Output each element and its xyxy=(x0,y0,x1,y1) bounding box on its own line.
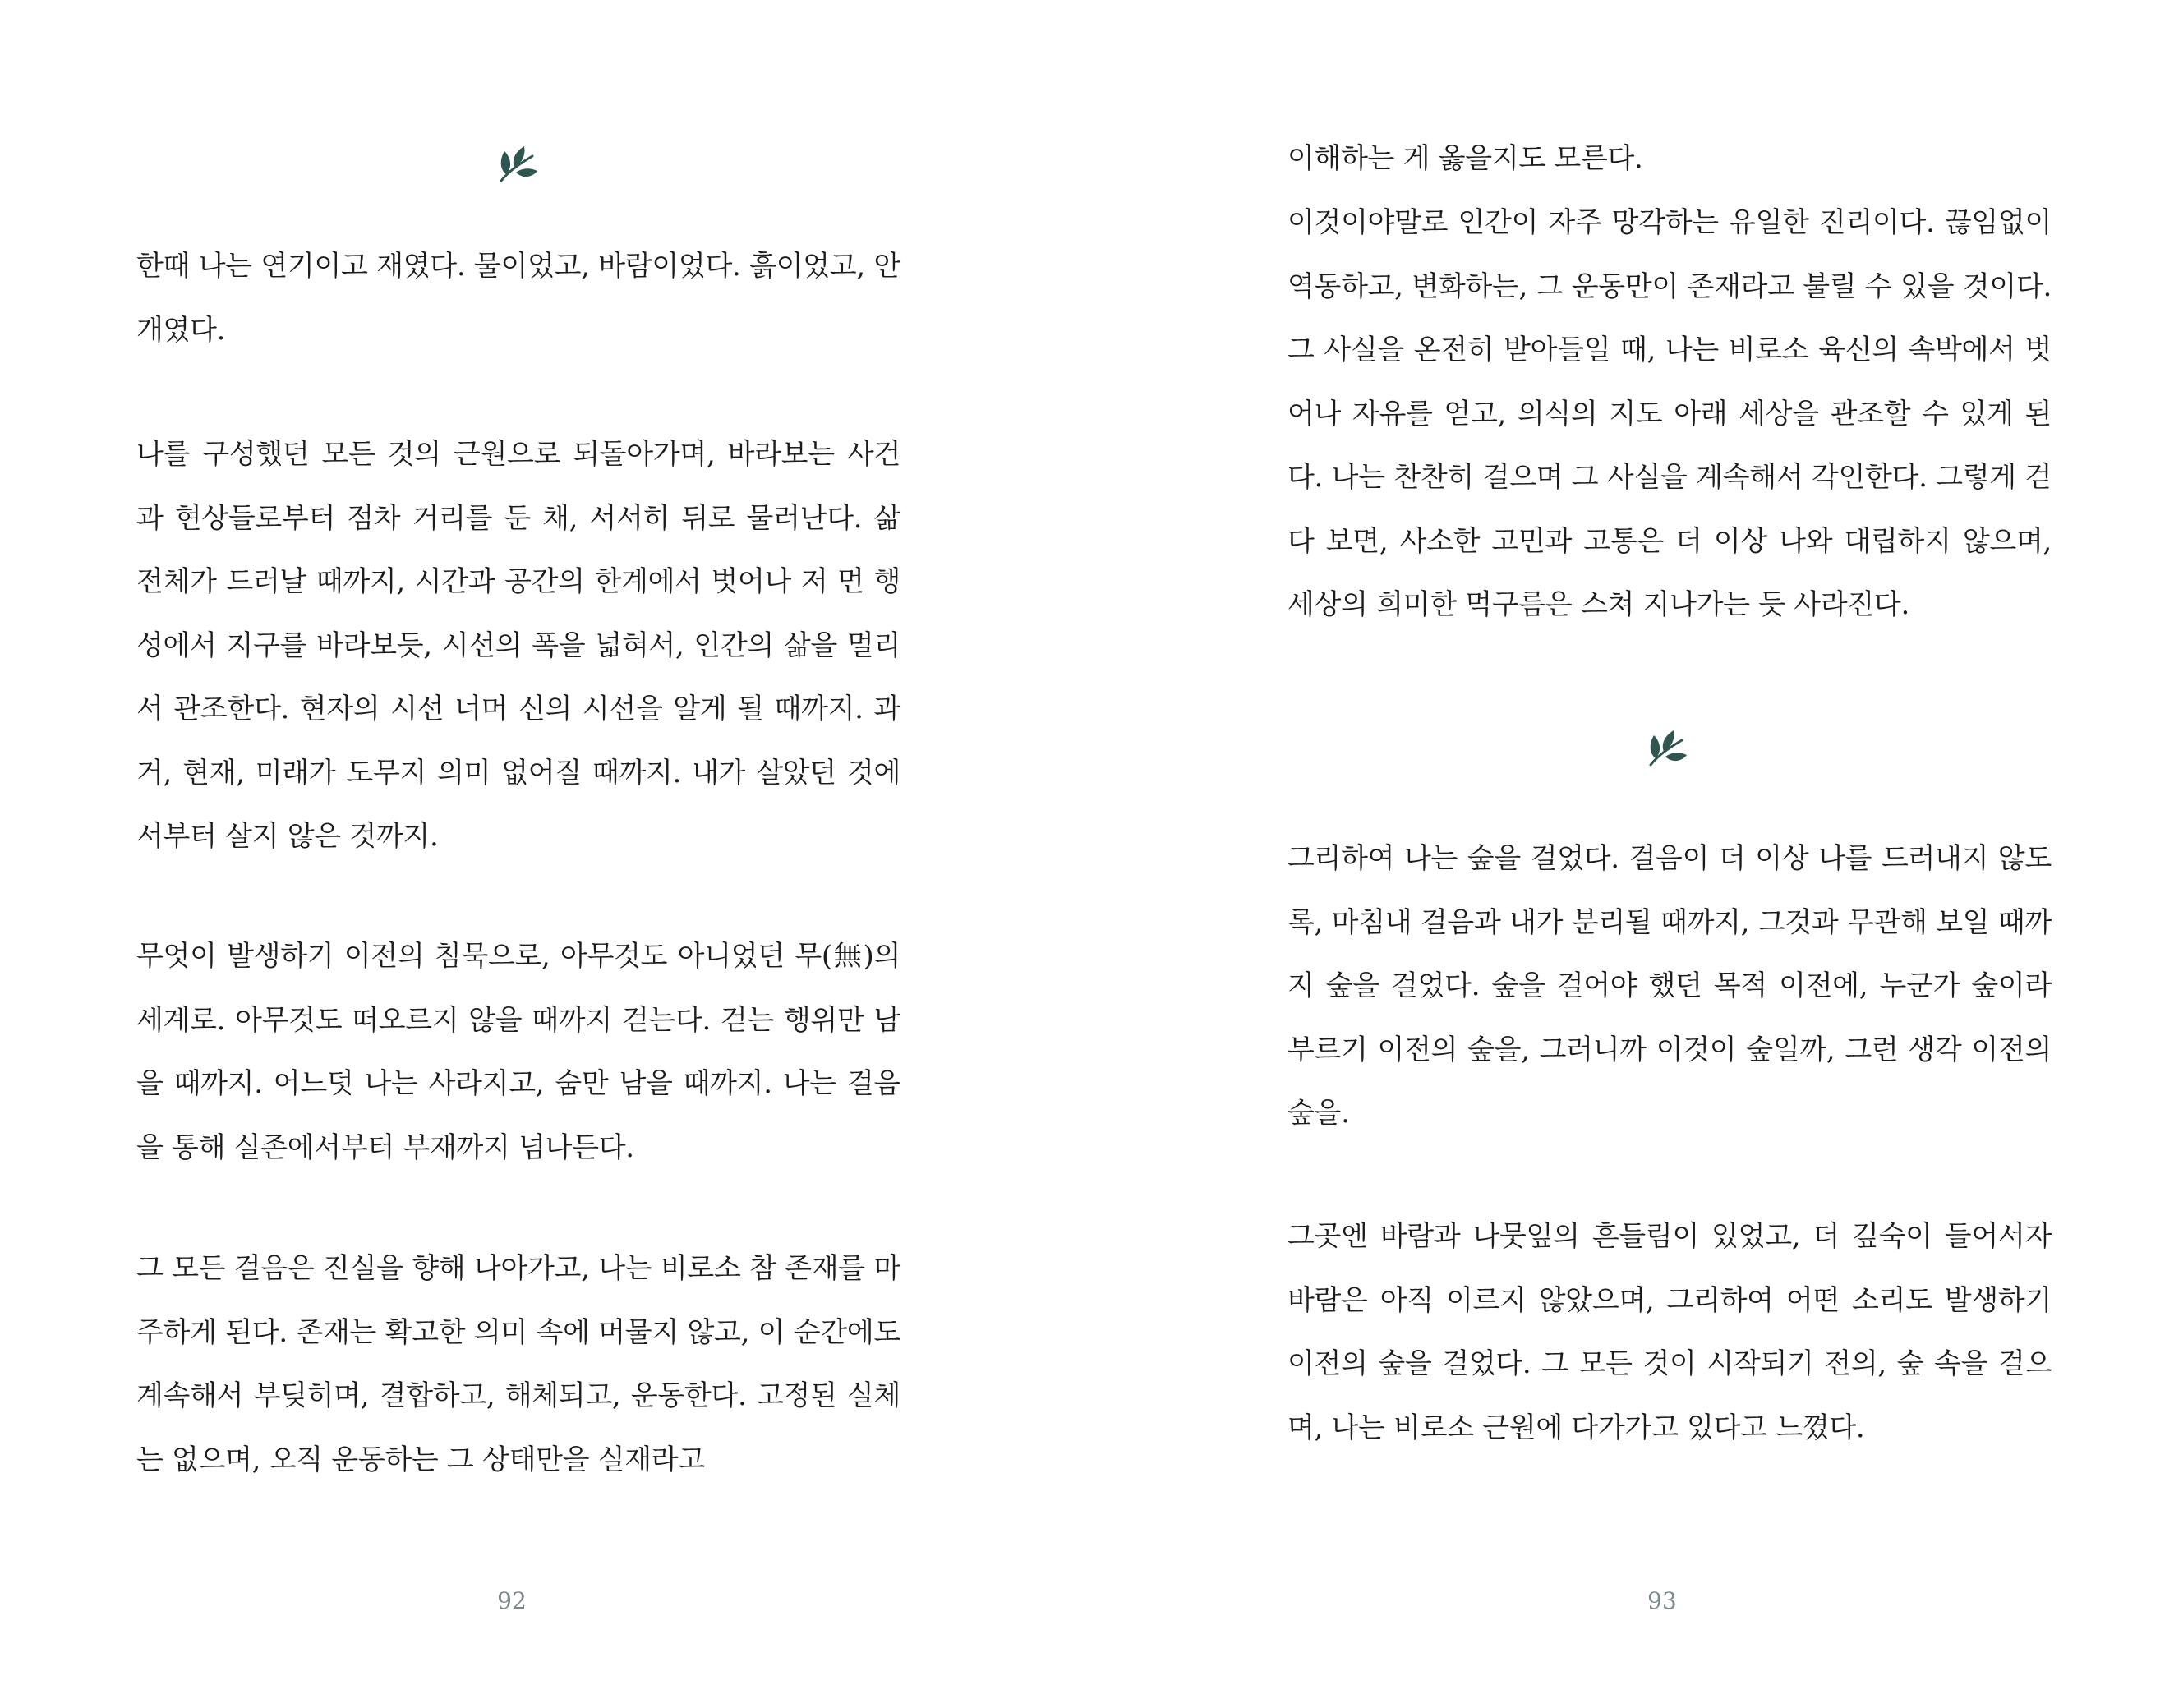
paragraph-text: 그곳엔 바람과 나뭇잎의 흔들림이 있었고, 더 깊숙이 들어서자 바람은 아직 이르지 않았으며, 그리하여 어떤 소리도 발생하기 이전의 숲을 걸었다. 그 모든 것이 시작되기 전의, 숲 속을 걸으며, 나는 비로소 근원에 다가가고 있다고 느꼈다. xyxy=(1287,1220,2052,1444)
paragraph-4 xyxy=(1287,1205,2052,1460)
page-number: 92 xyxy=(497,1587,527,1614)
paragraph-text: 나를 구성했던 모든 것의 근원으로 되돌아가며, 바라보는 사건과 현상들로부터 점차 거리를 둔 채, 서서히 뒤로 물러난다. 삶 전체가 드러날 때까지, 시간과 공간의 한계에서 벗어나 저 먼 행성에서 지구를 바라보듯, 시선의 폭을 넓혀서, 인간의 삶을 멀리서 관조한다. 현자의 시선 너머 신의 시선을 알게 될 때까지. 과거, 현재, 미래가 도무지 의미 없어질 때까지. 내가 살았던 것에서부터 살지 않은 것까지. xyxy=(136,438,900,853)
paragraph-text: 그리하여 나는 숲을 걸었다. 걸음이 더 이상 나를 드러내지 않도록, 마침내 걸음과 내가 분리될 때까지, 그것과 무관해 보일 때까지 숲을 걸었다. 숲을 걸어야 했던 목적 이전에, 누군가 숲이라 부르기 이전의 숲을, 그러니까 이것이 숲일까, 그런 생각 이전의 숲을. xyxy=(1287,842,2052,1130)
paragraph-text: 한때 나는 연기이고 재였다. 물이었고, 바람이었다. 흙이었고, 안개였다. xyxy=(136,250,900,347)
paragraph-2 xyxy=(136,423,900,869)
right-page xyxy=(1087,0,2174,1708)
paragraph-text: 무엇이 발생하기 이전의 침묵으로, 아무것도 아니었던 무(無)의 세계로. 아무것도 떠오르지 않을 때까지 걷는다. 걷는 행위만 남을 때까지. 어느덧 나는 사라지고, 숨만 남을 때까지. 나는 걸음을 통해 실존에서부터 부재까지 넘나든다. xyxy=(136,940,900,1164)
paragraph-3 xyxy=(1287,827,2052,1146)
page-number: 93 xyxy=(1647,1587,1677,1614)
paragraph-text: 그 모든 걸음은 진실을 향해 나아가고, 나는 비로소 참 존재를 마주하게 된다. 존재는 확고한 의미 속에 머물지 않고, 이 순간에도 계속해서 부딪히며, 결합하고, 해체되고, 운동한다. 고정된 실체는 없으며, 오직 운동하는 그 상태만을 실재라고 xyxy=(136,1252,900,1476)
paragraph-1 xyxy=(136,235,900,362)
paragraph-2 xyxy=(1287,191,2052,638)
paragraph-4 xyxy=(136,1237,900,1492)
paragraph-1 xyxy=(1287,127,2052,191)
leaf-sprig-icon xyxy=(1646,729,1688,768)
leaf-sprig-icon xyxy=(496,145,539,184)
paragraph-text: 이해하는 게 옳을지도 모른다. xyxy=(1287,142,1643,175)
paragraph-text: 이것이야말로 인간이 자주 망각하는 유일한 진리이다. 끊임없이 역동하고, 변화하는, 그 운동만이 존재라고 불릴 수 있을 것이다. 그 사실을 온전히 받아들일 때, 나는 비로소 육신의 속박에서 벗어나 자유를 얻고, 의식의 지도 아래 세상을 관조할 수 있게 된다. 나는 찬찬히 걸으며 그 사실을 계속해서 각인한다. 그렇게 걷다 보면, 사소한 고민과 고통은 더 이상 나와 대립하지 않으며, 세상의 희미한 먹구름은 스쳐 지나가는 듯 사라진다. xyxy=(1287,206,2052,621)
paragraph-3 xyxy=(136,925,900,1180)
